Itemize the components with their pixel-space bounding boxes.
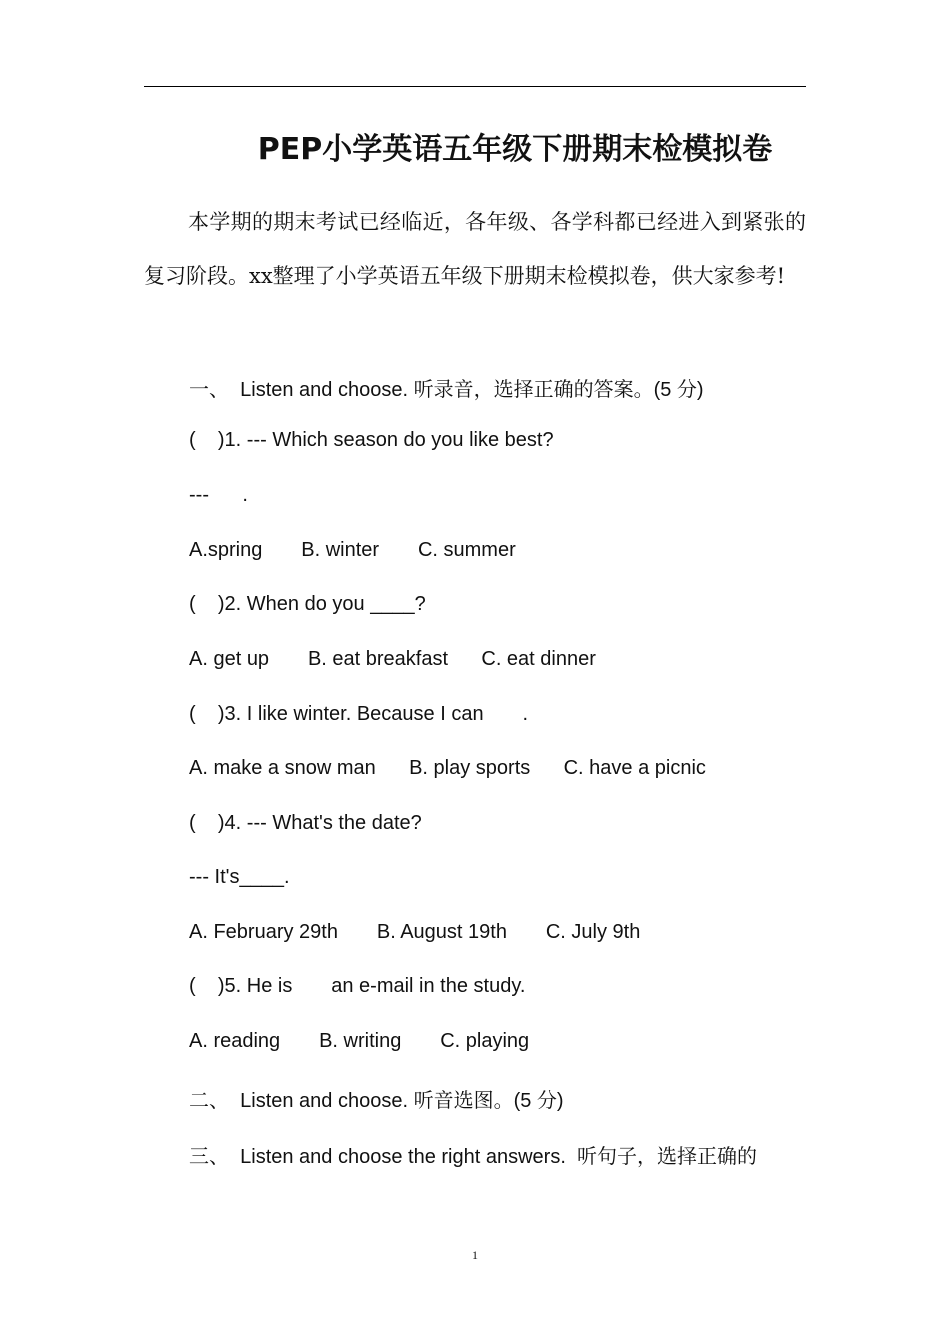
question-5-options: A. reading B. writing C. playing	[189, 1030, 530, 1052]
question-3: ( )3. I like winter. Because I can .	[189, 703, 529, 725]
section-2-number: 二、	[189, 1088, 229, 1112]
section-3-heading	[189, 1140, 757, 1169]
section-3-number: 三、	[189, 1144, 229, 1168]
document-title: PEP小学英语五年级下册期末检模拟卷	[257, 132, 773, 167]
question-1: ( )1. --- Which season do you like best?	[189, 429, 554, 451]
section-1-heading	[189, 373, 704, 402]
question-4-answer-line: --- It's____.	[189, 866, 290, 888]
question-2-options: A. get up B. eat breakfast C. eat dinner	[189, 648, 596, 670]
section-1-number: 一、	[189, 377, 229, 401]
section-2-text: Listen and choose. 听音选图。(5 分)	[240, 1090, 564, 1112]
intro-paragraph: 本学期的期末考试已经临近，各年级、各学科都已经进入到紧张的复习阶段。xx整理了小学英语五年级下册期末检模拟卷，供大家参考!	[144, 210, 806, 288]
section-3-text: Listen and choose the right answers. 听句子，选择正确的	[240, 1146, 757, 1168]
question-3-options: A. make a snow man B. play sports C. have a picnic	[189, 757, 706, 779]
page-number: 1	[472, 1248, 478, 1262]
question-4-options: A. February 29th B. August 19th C. July 9th	[189, 921, 641, 943]
question-1-options: A.spring B. winter C. summer	[189, 539, 516, 561]
section-1-text: Listen and choose. 听录音，选择正确的答案。(5 分)	[240, 379, 704, 401]
question-1-answer-line: --- .	[189, 484, 248, 506]
question-2: ( )2. When do you ____?	[189, 593, 426, 615]
question-5: ( )5. He is an e-mail in the study.	[189, 975, 526, 997]
header-rule	[144, 86, 806, 87]
question-4: ( )4. --- What's the date?	[189, 812, 422, 834]
section-2-heading	[189, 1084, 564, 1113]
